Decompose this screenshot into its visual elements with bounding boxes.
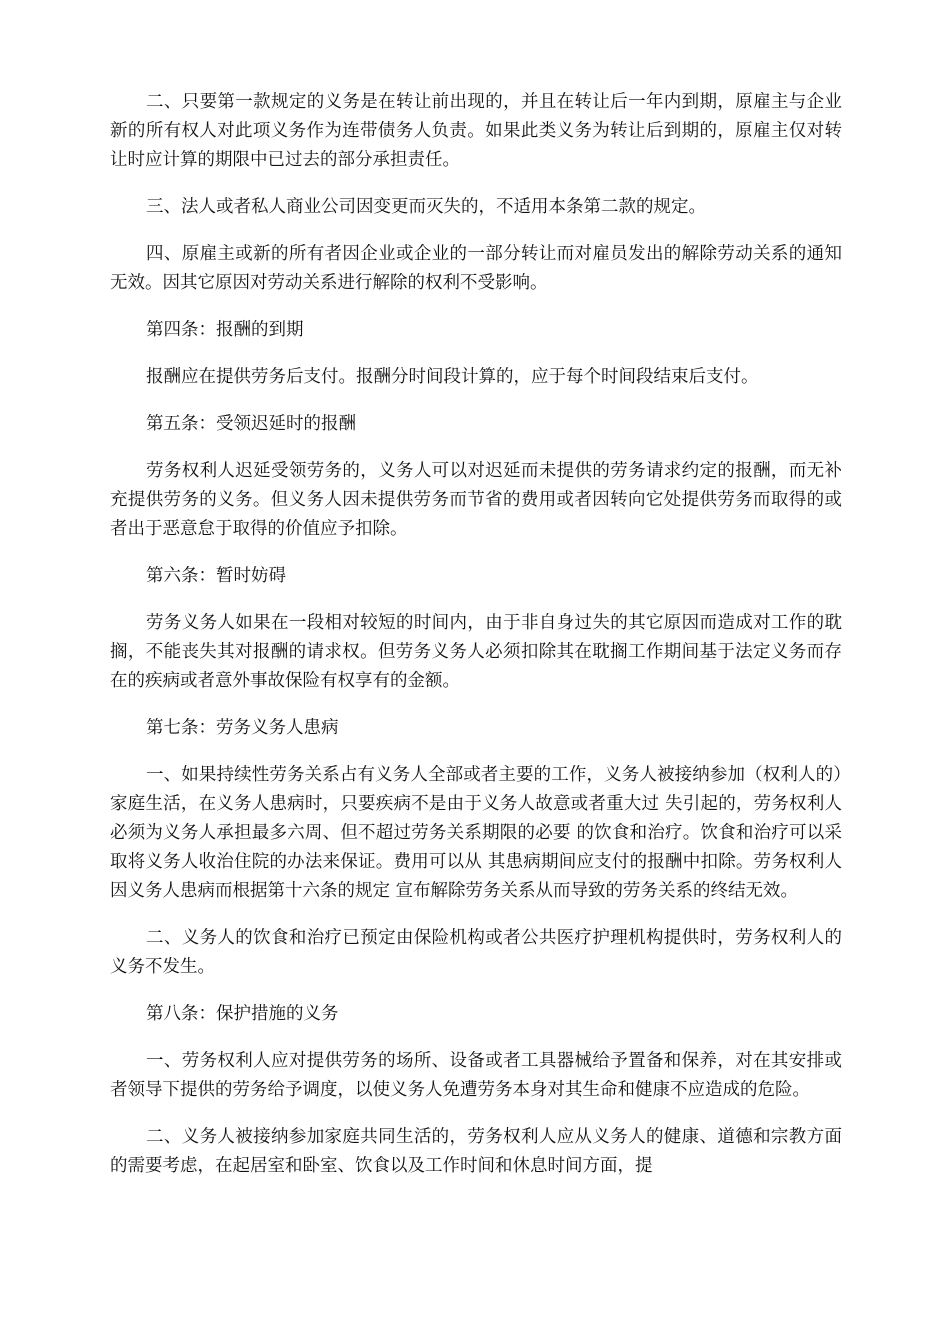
paragraph: 一、劳务权利人应对提供劳务的场所、设备或者工具器械给予置备和保养，对在其安排或者领导下提供的劳务给予调度，以使义务人免遭劳务本身对其生命和健康不应造成的危险。 [110,1051,842,1100]
paragraph: 三、法人或者私人商业公司因变更而灭失的，不适用本条第二款的规定。 [146,197,706,217]
paragraph: 二、只要第一款规定的义务是在转让前出现的，并且在转让后一年内到期，原雇主与企业新的所有权人对此项义务作为连带债务人负责。如果此类义务为转让后到期的，原雇主仅对转让时应计算的期限中已过去的部分承担责任。 [110,92,842,170]
document-page [110,88,842,1199]
article-heading: 第八条：保护措施的义务 [146,1004,339,1024]
paragraph: 劳务义务人如果在一段相对较短的时间内，由于非自身过失的其它原因而造成对工作的耽搁，不能丧失其对报酬的请求权。但劳务义务人必须扣除其在耽搁工作期间基于法定义务而存在的疾病或者意外事故保险有权享有的金额。 [110,613,842,691]
article-heading: 第六条：暂时妨碍 [146,566,286,586]
paragraph: 四、原雇主或新的所有者因企业或企业的一部分转让而对雇员发出的解除劳动关系的通知无效。因其它原因对劳动关系进行解除的权利不受影响。 [110,244,842,293]
paragraph: 一、如果持续性劳务关系占有义务人全部或者主要的工作，义务人被接纳参加（权利人的）家庭生活，在义务人患病时，只要疾病不是由于义务人故意或者重大过 失引起的，劳务权利人必须为义务人承担最多六周、但不超过劳务关系期限的必要 的饮食和治疗。饮食和治疗可以采取将义务人收治住院的办法来保证。费用可以从 其患病期间应支付的报酬中扣除。劳务权利人因义务人患病而根据第十六条的规定 宣布解除劳务关系从而导致的劳务关系的终结无效。 [110,765,842,901]
article-heading: 第四条：报酬的到期 [146,320,304,340]
article-heading: 第七条：劳务义务人患病 [146,718,339,738]
paragraph: 报酬应在提供劳务后支付。报酬分时间段计算的，应于每个时间段结束后支付。 [146,367,759,387]
paragraph: 劳务权利人迟延受领劳务的，义务人可以对迟延而未提供的劳务请求约定的报酬，而无补充提供劳务的义务。但义务人因未提供劳务而节省的费用或者因转向它处提供劳务而取得的或者出于恶意怠于取得的价值应予扣除。 [110,461,842,539]
article-heading: 第五条：受领迟延时的报酬 [146,414,356,434]
paragraph: 二、义务人被接纳参加家庭共同生活的，劳务权利人应从义务人的健康、道德和宗教方面的需要考虑，在起居室和卧室、饮食以及工作时间和休息时间方面，提 [110,1127,842,1176]
paragraph: 二、义务人的饮食和治疗已预定由保险机构或者公共医疗护理机构提供时，劳务权利人的义务不发生。 [110,928,842,977]
